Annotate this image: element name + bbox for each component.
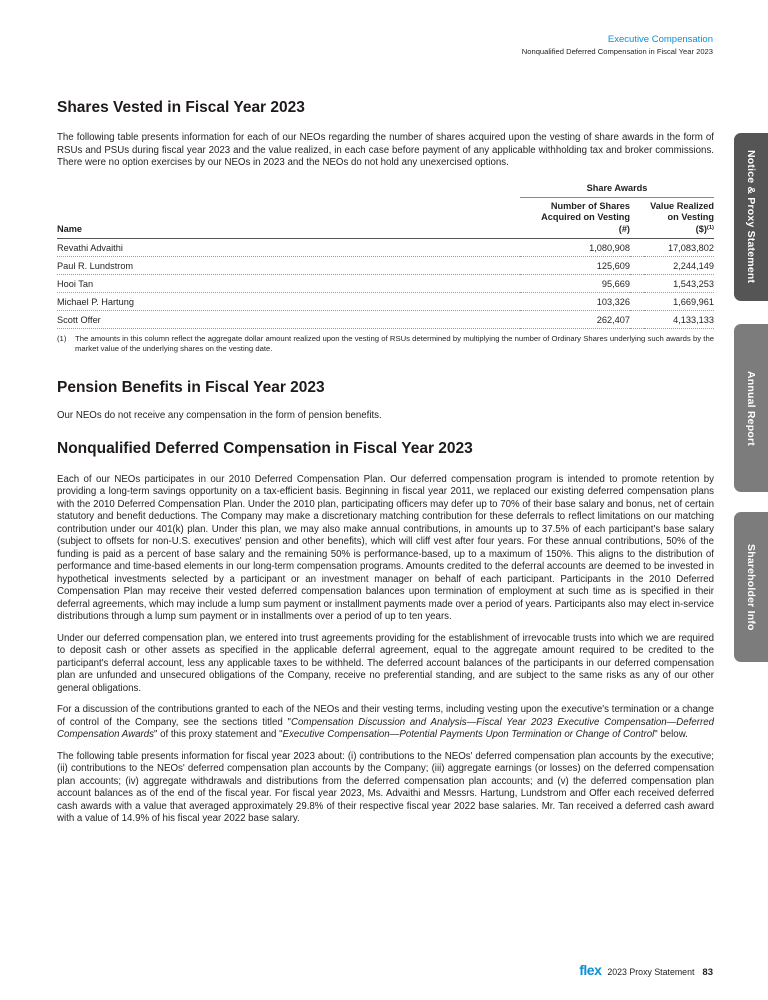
table-row [57,275,714,293]
flex-logo: flex [579,962,602,978]
row-shares: 103,326 [520,293,630,311]
table-row [57,239,714,257]
shares-vested-title: Shares Vested in Fiscal Year 2023 [57,99,305,116]
row-shares: 125,609 [520,257,630,275]
row-shares: 95,669 [520,275,630,293]
share-awards-group-header: Share Awards [520,183,714,198]
page-footer [579,962,713,978]
table-footnote [57,334,714,354]
row-value: 4,133,133 [644,311,714,329]
side-tab-notice-proxy[interactable]: Notice & Proxy Statement [734,133,768,301]
row-name: Hooi Tan [57,275,520,293]
row-value: 17,083,802 [644,239,714,257]
nqdc-paragraph-1: Each of our NEOs participates in our 2010 Deferred Compensation Plan. Our deferred compensation program is intended to promote retention by providing a long-term savings opportunity on a tax-efficient basis. Beginning in fiscal year 2011, we replaced our existing deferred compensation plans with the 2010 Deferred Compensation Plan. Under the 2010 plan, participating officers may defer up to 70% of their base salary and bonus, net of certain statutory and benefit deductions. The Company may make a discretionary matching contribution for these deferrals to reflect limitations on our matching contribution under our 401(k) plan. Under this plan, we may also make annual contributions, in amounts up to 37.5% of each participant's base salary (subject to offsets for non-U.S. executives' pension and other benefits), which will cliff vest after four years. For these annual contributions, 50% of the funding is paid as a percent of base salary and the remaining 50% is performance-based, up to a maximum of 150%. This aligns to the distribution of performance and time-based elements in our long-term compensation programs. Amounts credited to the deferral accounts are deemed to be invested in hypothetical investments selected by a participant or an investment manager on behalf of each participant. Participants in the 2010 Deferred Compensation Plan may receive their vested deferred compensation balances upon termination of employment at such time as is specified in their deferral agreements, which may include a lump sum payment or installment payments made over a period of years. Participants also may elect in-service distributions through a lump sum payment or in installments over a period of up to ten years. [57,473,714,622]
row-name: Revathi Advaithi [57,239,520,257]
side-tab-shareholder-info[interactable]: Shareholder Info [734,512,768,662]
footnote-label: (1) [57,334,67,343]
col-header-value: Value Realized on Vesting ($)$^{(1)}$ [644,197,714,239]
nqdc-paragraph-4: The following table presents information for fiscal year 2023 about: (i) contributions to the NEOs' deferred compensation plan accounts by the executive; (ii) contributions to the NEOs' deferred compensation plan accounts by the Company; (iii) aggregate earnings (or losses) on the deferred compensation plan accounts; (iv) aggregate withdrawals and distributions from the deferred compensation plan accounts; and (v) the deferred compensation plan account balances as of the end of the fiscal year. For fiscal year 2023, Ms. Advaithi and Messrs. Hartung, Lundstrom and Offer each received deferred cash awards with a value that averaged approximately 29.8% of their respective fiscal year 2022 base salaries. Mr. Tan received a deferred cash award with a value of 14.9% of his fiscal year 2022 base salary. [57,750,714,824]
row-shares: 262,407 [520,311,630,329]
row-name: Paul R. Lundstrom [57,257,520,275]
row-name: Michael P. Hartung [57,293,520,311]
header-subsection: Nonqualified Deferred Compensation in Fiscal Year 2023 [521,47,713,56]
nqdc-paragraph-2: Under our deferred compensation plan, we entered into trust agreements providing for the establishment of irrevocable trusts into which we are required to deposit cash or other assets as specified in the applicable deferral agreement, equal to the aggregate amount required to be credited to the participant's deferral account, less any applicable taxes to be withheld. The deferred account balances of the participants in our deferred compensation plan are unfunded and unsecured obligations of the Company, receive no preferential standing, and are subject to the same risks as any of our other general obligations. [57,632,714,694]
pension-title: Pension Benefits in Fiscal Year 2023 [57,379,325,396]
col-header-shares: Number of Shares Acquired on Vesting (#) [520,197,630,239]
page-content [57,98,714,826]
pension-text: Our NEOs do not receive any compensation in the form of pension benefits. [57,410,382,421]
header-section: Executive Compensation [607,34,713,45]
table-row [57,311,714,329]
footnote-ref: (1) [706,224,714,231]
col-header-name: Name [57,197,520,239]
table-row [57,293,714,311]
page-number: 83 [702,967,713,978]
reference-potential-payments: Executive Compensation—Potential Payments Upon Termination or Change of Control [282,729,655,740]
row-value: 1,669,961 [644,293,714,311]
footer-doc-title: 2023 Proxy Statement [607,967,695,977]
row-name: Scott Offer [57,311,520,329]
nqdc-title: Nonqualified Deferred Compensation in Fiscal Year 2023 [57,439,473,457]
shares-vested-table [57,183,714,330]
row-value: 1,543,253 [644,275,714,293]
nqdc-paragraph-3: For a discussion of the contributions granted to each of the NEOs and their vesting terms, including vesting upon the executive's termination or a change of control of the Company, see the sections titled "Compensation Discussion and Analysis—Fiscal Year 2023 Executive Compensation—Deferred Compensation Awards" of this proxy statement and "Executive Compensation—Potential Payments Upon Termination or Change of Control" below. [57,704,714,740]
reference-cd-and-a: Compensation Discussion and Analysis—Fiscal Year 2023 Executive Compensation—Deferred Compensation Awards [57,716,714,740]
table-row [57,257,714,275]
side-tab-annual-report[interactable]: Annual Report [734,324,768,492]
running-header [522,34,713,57]
row-value: 2,244,149 [644,257,714,275]
footnote-text: The amounts in this column reflect the aggregate dollar amount realized upon the vesting of RSUs determined by multiplying the number of Ordinary Shares underlying such awards by the market value of the underlying shares on the vesting date. [75,334,714,353]
shares-vested-intro: The following table presents information for each of our NEOs regarding the number of shares acquired upon the vesting of share awards in the form of RSUs and PSUs during fiscal year 2023 and the value realized, in each case before payment of any applicable withholding tax and broker commissions. There were no option exercises by our NEOs in 2023 and the NEOs do not hold any unexercised options. [57,132,714,168]
row-shares: 1,080,908 [520,239,630,257]
